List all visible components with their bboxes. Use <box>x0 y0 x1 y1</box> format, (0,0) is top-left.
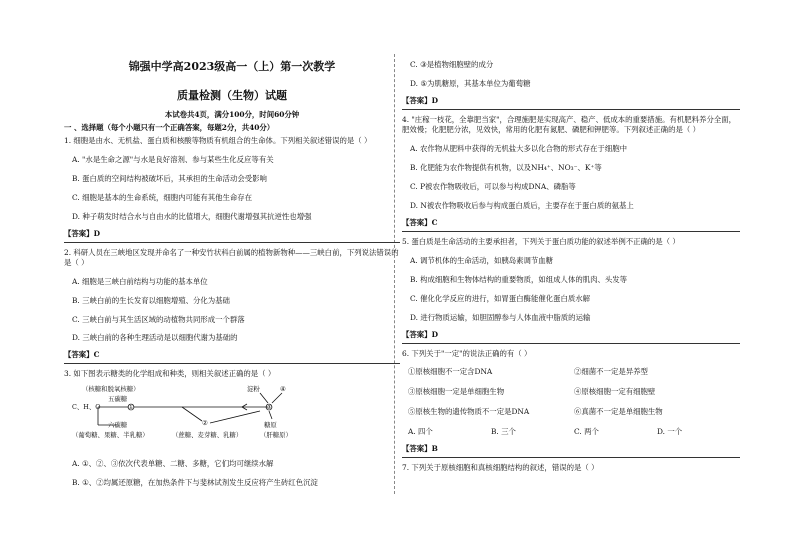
question-3-option-a: A. ①、②、③依次代表单糖、二糖、多糖，它们均可继续水解 <box>72 459 274 469</box>
separator <box>402 109 740 110</box>
question-2-stem: 2. 科研人员在三峡地区发现并命名了一种安竹状科白前属的植物新物种——三峡白前，下列说法错误的是（ ） <box>64 247 399 267</box>
question-7-stem: 7. 下列关于原核细胞和真核细胞结构的叙述，错误的是（ ） <box>402 462 599 472</box>
exam-title: 锦强中学高2023级高一（上）第一次教学 <box>128 60 336 73</box>
separator <box>402 343 740 344</box>
question-4-option-c: C. P被农作物吸收后，可以参与构成DNA、磷脂等 <box>410 181 576 191</box>
sugar-classification-diagram <box>72 385 400 457</box>
question-1-stem: 1. 细胞是由水、无机盐、蛋白质和核酸等物质有机组合的生命体。下列相关叙述错误的是（ ） <box>64 135 372 145</box>
question-3-answer: 【答案】D <box>402 95 438 105</box>
label-pentose: 五碳糖 <box>108 395 128 404</box>
question-5-option-c: C. 催化化学反应的进行，如胃蛋白酶能催化蛋白质水解 <box>410 293 591 303</box>
exam-info: 本试卷共4页，满分100分，时间60分钟 <box>164 109 300 119</box>
question-4-option-d: D. N被农作物吸收后参与构成蛋白质后，主要存在于蛋白质的氨基上 <box>410 200 634 210</box>
question-2-answer: 【答案】C <box>64 350 100 360</box>
question-6-statement-5: ⑤原核生物的遗传物质不一定是DNA <box>408 406 530 416</box>
exam-title-subject: 质量检测（生物）试题 <box>177 88 287 102</box>
label-starch: 淀粉 <box>247 385 260 394</box>
label-glycogen: 糖原 <box>264 421 277 430</box>
question-3-option-b: B. ①、②均属还原糖，在加热条件下与斐林试剂发生反应将产生砖红色沉淀 <box>72 478 318 488</box>
question-2-option-c: C. 三峡白前与其生活区域的动植物共同形成一个群落 <box>72 314 245 324</box>
question-5-answer: 【答案】D <box>402 329 438 339</box>
question-2-option-a: A. 细胞是三峡白前结构与功能的基本单位 <box>72 276 208 286</box>
label-nucleic-sugars: （核糖和脱氧核糖） <box>82 385 140 394</box>
question-4-option-b: B. 化肥能为农作物提供有机物，以及NH₄⁺、NO₃⁻、K⁺等 <box>410 162 602 172</box>
question-1-option-c: C. 细胞是基本的生命系统，细胞内可能有其他生命存在 <box>72 192 253 202</box>
label-circle-4: ④ <box>280 385 286 394</box>
question-6-statement-3: ③原核细胞一定是单细胞生物 <box>408 386 505 396</box>
question-5-option-a: A. 调节机体的生命活动，如胰岛素调节血糖 <box>410 255 554 265</box>
separator <box>64 363 400 364</box>
question-6-options <box>402 427 740 437</box>
question-2-option-b: B. 三峡白前的生长发育以细胞增殖、分化为基础 <box>72 295 230 305</box>
separator <box>402 457 740 458</box>
question-4-stem: 4. "庄稼一枝花，全靠肥当家"，合理施肥是实现高产、稳产、低成本的重要措施。有机肥料养分全面，肥效慢；化肥肥分浓，见效快，常用的化肥有氮肥、磷肥和钾肥等。下列叙述正确的是（ ） <box>402 114 737 134</box>
question-6-statements <box>402 367 740 417</box>
question-1-answer: 【答案】D <box>64 228 100 238</box>
section-heading: 一 、选择题（每个小题只有一个正确答案，每题2分，共40分） <box>64 122 275 132</box>
right-column <box>402 60 740 473</box>
question-1-option-a: A. "水是生命之源"与水是良好溶剂、参与某些生化反应等有关 <box>72 154 274 164</box>
question-5-stem: 5. 蛋白质是生命活动的主要承担者，下列关于蛋白质功能的叙述举例不正确的是（ ） <box>402 236 680 246</box>
question-2-option-d: D. 三峡白前的各种生理活动是以细胞代谢为基础的 <box>72 333 238 343</box>
question-3-option-c: C. ③是植物细胞壁的成分 <box>410 60 494 69</box>
question-1-option-d: D. 种子萌发时结合水与自由水的比值增大，细胞代谢增强其抗逆性也增强 <box>72 211 312 221</box>
label-hexose: 六碳糖 <box>108 421 128 430</box>
question-3-stem: 3. 如下图表示糖类的化学组成和种类，则相关叙述正确的是（ ） <box>64 369 276 379</box>
question-5-option-b: B. 构成细胞和生物体结构的重要物质，如组成人体的肌肉、头发等 <box>410 274 628 284</box>
question-6-option-a: A. 四个 <box>408 426 433 436</box>
label-circle-3: ③ <box>266 403 272 412</box>
separator <box>64 242 400 243</box>
question-6-option-c: C. 两个 <box>574 426 599 436</box>
question-1-option-b: B. 蛋白质的空间结构被破坏后，其承担的生命活动会受影响 <box>72 173 267 183</box>
label-circle-2: ② <box>202 419 208 428</box>
question-6-statement-1: ①原核细胞不一定含DNA <box>408 366 493 376</box>
question-6-statement-4: ④原核细胞一定有细胞壁 <box>574 386 656 396</box>
label-glycogen-examples: （肝糖原） <box>260 431 292 440</box>
question-6-stem: 6. 下列关于"一定"的说法正确的有（ ） <box>402 348 532 358</box>
label-elements: C、H、O <box>72 403 101 412</box>
question-3-option-d: D. ⑤为肌糖原，其基本单位为葡萄糖 <box>410 78 531 88</box>
question-4-option-a: A. 农作物从肥料中获得的无机盐大多以化合物的形式存在于细胞中 <box>410 143 627 153</box>
question-6-option-b: B. 三个 <box>491 426 516 436</box>
question-6-option-d: D. 一个 <box>657 426 683 436</box>
label-circle-1: ① <box>128 403 134 412</box>
left-column <box>64 58 400 488</box>
question-6-statement-6: ⑥真菌不一定是单细胞生物 <box>574 406 663 416</box>
label-disaccharide-examples: （蔗糖、麦芽糖、乳糖） <box>172 431 243 440</box>
question-4-answer: 【答案】C <box>402 217 438 227</box>
question-5-option-d: D. 进行物质运输，如胆固醇参与人体血液中脂质的运输 <box>410 312 591 322</box>
separator <box>402 231 740 232</box>
label-hexose-examples: （葡萄糖、果糖、半乳糖） <box>72 431 149 440</box>
question-6-statement-2: ②细菌不一定是异养型 <box>574 366 648 376</box>
question-6-answer: 【答案】B <box>402 443 438 453</box>
